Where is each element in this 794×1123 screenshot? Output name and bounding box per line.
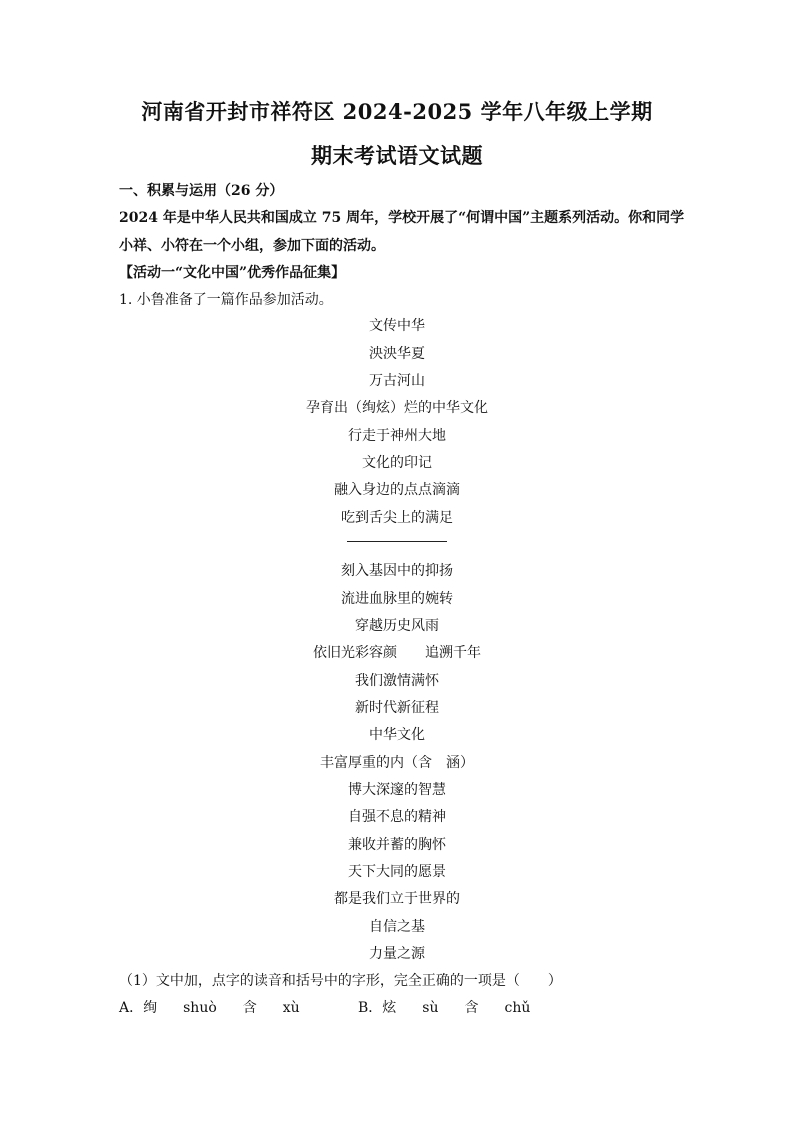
option-b-pinyin-1: sù [422, 1000, 439, 1016]
exam-title-line1: 河南省开封市祥符区 2024-2025 学年八年级上学期 [141, 99, 653, 124]
poem-line: 孕育出（绚炫）烂的中华文化 [306, 400, 488, 416]
poem-line: 融入身边的点点滴滴 [334, 482, 460, 498]
poem-line: 泱泱华夏 [369, 346, 425, 362]
poem-line: 自信之基 [369, 919, 425, 935]
poem-line: 我们激情满怀 [355, 673, 439, 689]
option-a-label: A．绚 [119, 1000, 158, 1016]
poem-line-split [0, 642, 794, 662]
poem-line: 穿越历史风雨 [355, 618, 439, 634]
poem-blank-line [0, 530, 794, 546]
poem-line: 流进血脉里的婉转 [341, 591, 453, 607]
poem-line: 中华文化 [369, 727, 425, 743]
poem-line: 新时代新征程 [355, 700, 439, 716]
option-b [358, 997, 530, 1017]
poem-line: 兼收并蓄的胸怀 [348, 837, 446, 853]
poem-line-part: 依旧光彩容颜 [313, 645, 397, 661]
option-b-label: B．炫 [358, 1000, 397, 1016]
option-b-pinyin-2: chǔ [504, 1000, 531, 1016]
question-1-stem: 1. 小鲁准备了一篇作品参加活动。 [119, 292, 333, 308]
poem-line: 文传中华 [369, 318, 425, 334]
poem-line: 天下大同的愿景 [348, 864, 446, 880]
poem-line: 都是我们立于世界的 [334, 891, 460, 907]
poem-line: 博大深邃的智慧 [348, 782, 446, 798]
intro-line-1: 2024 年是中华人民共和国成立 75 周年，学校开展了“何谓中国”主题系列活动。你和同学 [119, 210, 685, 226]
poem-line: 吃到舌尖上的满足 [341, 510, 453, 526]
activity-heading: 【活动一“文化中国”优秀作品征集】 [119, 265, 346, 281]
intro-line-2: 小祥、小符在一个小组，参加下面的活动。 [119, 238, 385, 254]
poem-line: 万古河山 [369, 373, 425, 389]
sub-question-1: （1）文中加，点字的读音和括号中的字形，完全正确的一项是（ ） [119, 973, 562, 989]
poem-line: 文化的印记 [362, 455, 432, 471]
option-a-char: 含 [242, 1000, 257, 1016]
exam-title-line2: 期末考试语文试题 [311, 143, 483, 168]
section-heading: 一、积累与运用（26 分） [119, 183, 284, 199]
poem-line-part: 追溯千年 [425, 645, 481, 661]
poem-line: 自强不息的精神 [348, 809, 446, 825]
poem-line: 力量之源 [369, 946, 425, 962]
poem-line: 刻入基因中的抑扬 [341, 563, 453, 579]
option-b-char: 含 [464, 1000, 479, 1016]
option-a-pinyin-1: shuò [183, 1000, 217, 1016]
option-a [119, 997, 300, 1017]
poem-line: 丰富厚重的内（含 涵） [320, 755, 474, 771]
fill-in-blank [347, 540, 447, 542]
option-a-pinyin-2: xù [282, 1000, 300, 1016]
poem-line: 行走于神州大地 [348, 428, 446, 444]
